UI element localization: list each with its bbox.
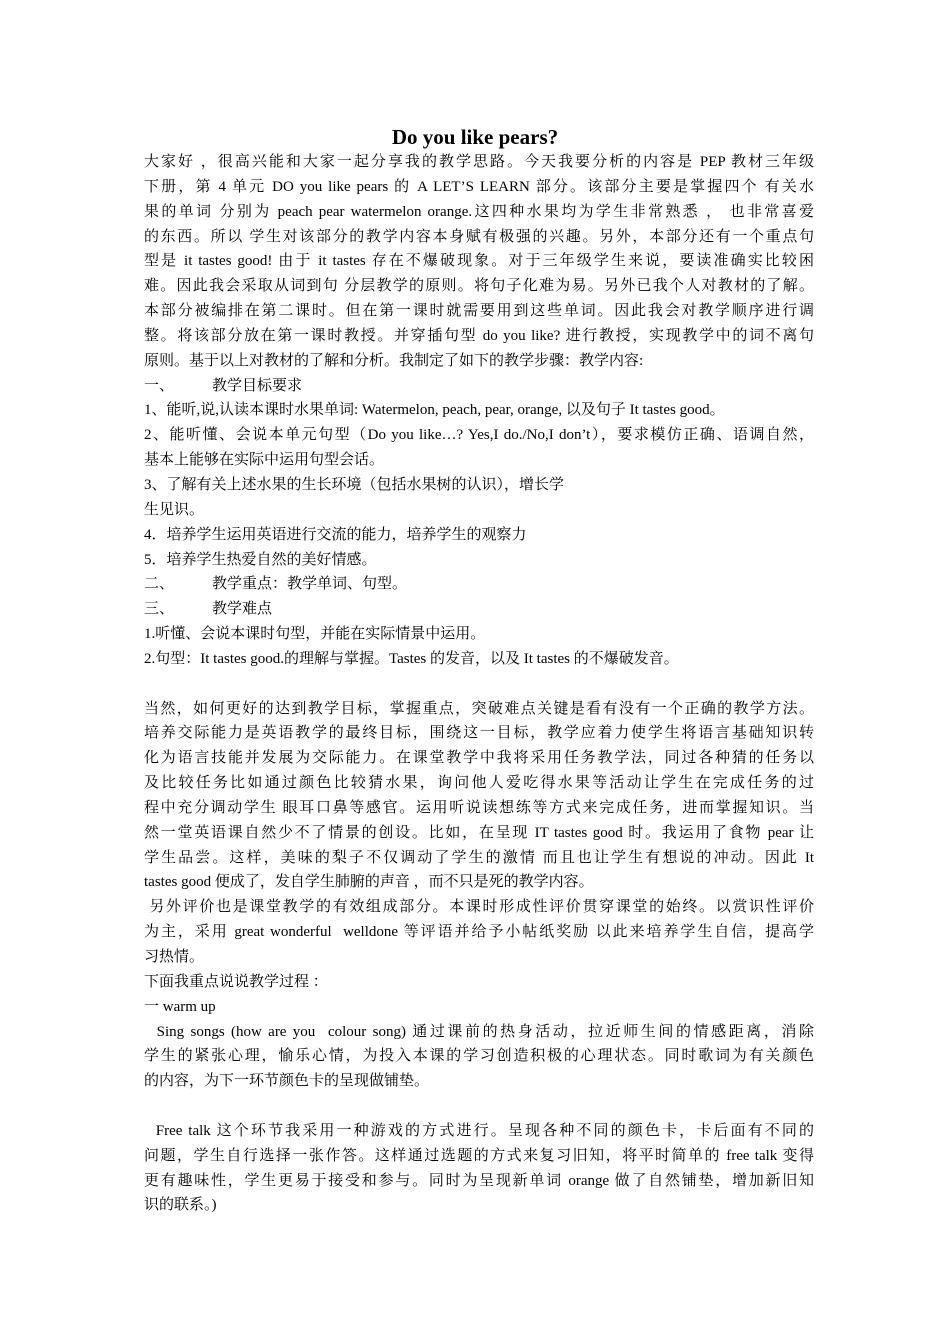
- paragraph-line: 及比较任务比如通过颜色比较猜水果，询问他人爱吃得水果等活动让学生在完成任务的过: [144, 775, 814, 792]
- section-heading: [144, 597, 814, 622]
- paragraph-line: 下册，第 4 单元 DO you like pears 的 A LET’S LEARN 部分。该部分主要是掌握四个 有关水: [144, 178, 814, 195]
- paragraph-line: 的内容，为下一环节颜色卡的呈现做铺垫。: [144, 1073, 430, 1090]
- blank-line: [144, 672, 814, 697]
- paragraph-line: 学生品尝。这样，美味的梨子不仅调动了学生的激情 而且也让学生有想说的冲动。因此 It: [144, 849, 814, 866]
- list-item: 基本上能够在实际中运用句型会话。: [144, 452, 385, 469]
- paragraph-line: 本部分被编排在第二课时。但在第一课时就需要用到这些单词。因此我会对教学顺序进行调: [144, 303, 814, 320]
- section-heading-text: 教学重点：教学单词、句型。: [212, 576, 408, 593]
- paragraph-line: 化为语言技能并发展为交际能力。在课堂教学中我将采用任务教学法，同过各种猜的任务以: [144, 750, 814, 767]
- section-number: 三、: [144, 601, 175, 618]
- paragraph-line: tastes good 便成了，发自学生肺腑的声音 ，而不只是死的教学内容。: [144, 874, 594, 891]
- list-item: 生见识。: [144, 501, 205, 518]
- section-number: 一、: [144, 377, 175, 394]
- section-number: 二、: [144, 576, 175, 593]
- paragraph-line: 当然，如何更好的达到教学目标，掌握重点，突破难点关键是看有没有一个正确的教学方法。: [144, 700, 814, 717]
- paragraph-line: 程中充分调动学生 眼耳口鼻等感官。运用听说读想练等方式来完成任务，进而掌握知识。当: [144, 799, 814, 816]
- document-body: [144, 150, 814, 1218]
- list-item: 3、了解有关上述水果的生长环境（包括水果树的认识），增长学: [144, 476, 565, 493]
- paragraph-line: 为主，采用 great wonderful welldone 等评语并给予小帖纸奖励 以此来培养学生自信，提高学: [144, 924, 814, 941]
- subsection-heading: 一 warm up: [144, 998, 216, 1015]
- section-heading-text: 教学目标要求: [212, 377, 303, 394]
- paragraph-line: 识的联系。): [144, 1197, 217, 1214]
- list-item: 2、能听懂、会说本单元句型（Do you like…? Yes,I do./No,I don’t），要求模仿正确、语调自然，: [144, 427, 814, 444]
- paragraph-line: 培养交际能力是英语教学的最终目标，围绕这一目标，教学应着力使学生将语言基础知识转: [144, 725, 814, 742]
- document-title: Do you like pears?: [391, 125, 559, 149]
- section-heading-text: 教学难点: [212, 601, 273, 618]
- blank-line: [144, 1094, 814, 1119]
- paragraph-line: 然一堂英语课自然少不了情景的创设。比如，在呈现 IT tastes good 时。我运用了食物 pear 让: [144, 824, 814, 841]
- paragraph-line: 难。因此我会采取从词到句 分层教学的原则。将句子化难为易。另外已我个人对教材的了解。: [144, 278, 814, 295]
- paragraph-line: 整。将该部分放在第一课时教授。并穿插句型 do you like? 进行教授，实现教学中的词不离句: [144, 327, 814, 344]
- paragraph-line: 学生的紧张心理，愉乐心情，为投入本课的学习创造积极的心理状态。同时歌词为有关颜色: [144, 1048, 814, 1065]
- paragraph-line: 更有趣味性，学生更易于接受和参与。同时为呈现新单词 orange 做了自然铺垫，增加新旧知: [144, 1172, 814, 1189]
- paragraph-line: Sing songs (how are you colour song) 通过课前的热身活动，拉近师生间的情感距离，消除: [144, 1023, 814, 1040]
- section-heading: [144, 572, 814, 597]
- section-heading: [144, 374, 814, 399]
- paragraph-line: Free talk 这个环节我采用一种游戏的方式进行。呈现各种不同的颜色卡，卡后面有不同的: [144, 1122, 814, 1139]
- list-item: 1.听懂、会说本课时句型，并能在实际情景中运用。: [144, 626, 486, 643]
- paragraph-line: 大家好 ，很高兴能和大家一起分享我的教学思路。今天我要分析的内容是 PEP 教材三年级: [144, 154, 814, 170]
- paragraph-line: 问题，学生自行选择一张作答。这样通过选题的方式来复习旧知，将平时简单的 free talk 变得: [144, 1147, 814, 1164]
- list-item: 4．培养学生运用英语进行交流的能力，培养学生的观察力: [144, 526, 527, 543]
- paragraph-line: 的东西。所以 学生对该部分的教学内容本身赋有极强的兴趣。另外，本部分还有一个重点句: [144, 228, 814, 245]
- paragraph-line: 原则。基于以上对教材的了解和分析。我制定了如下的教学步骤：教学内容:: [144, 352, 644, 369]
- paragraph-line: 果的单词 分别为 peach pear watermelon orange.这四种水果均为学生非常熟悉 ， 也非常喜爱: [144, 203, 814, 220]
- paragraph-line: 型是 it tastes good! 由于 it tastes 存在不爆破现象。对于三年级学生来说，要读准确实比较困: [144, 253, 814, 270]
- paragraph-line: 下面我重点说说教学过程 ：: [144, 973, 328, 990]
- paragraph-line: 习热情。: [144, 949, 205, 965]
- list-item: 5．培养学生热爱自然的美好情感。: [144, 551, 377, 568]
- list-item: 1、能听,说,认读本课时水果单词: Watermelon, peach, pear, orange, 以及句子 It tastes good。: [144, 402, 725, 419]
- paragraph-line: 另外评价也是课堂教学的有效组成部分。本课时形成性评价贯穿课堂的始终。以赏识性评价: [144, 899, 814, 916]
- list-item: 2.句型：It tastes good.的理解与掌握。Tastes 的发音，以及 It tastes 的不爆破发音。: [144, 650, 679, 667]
